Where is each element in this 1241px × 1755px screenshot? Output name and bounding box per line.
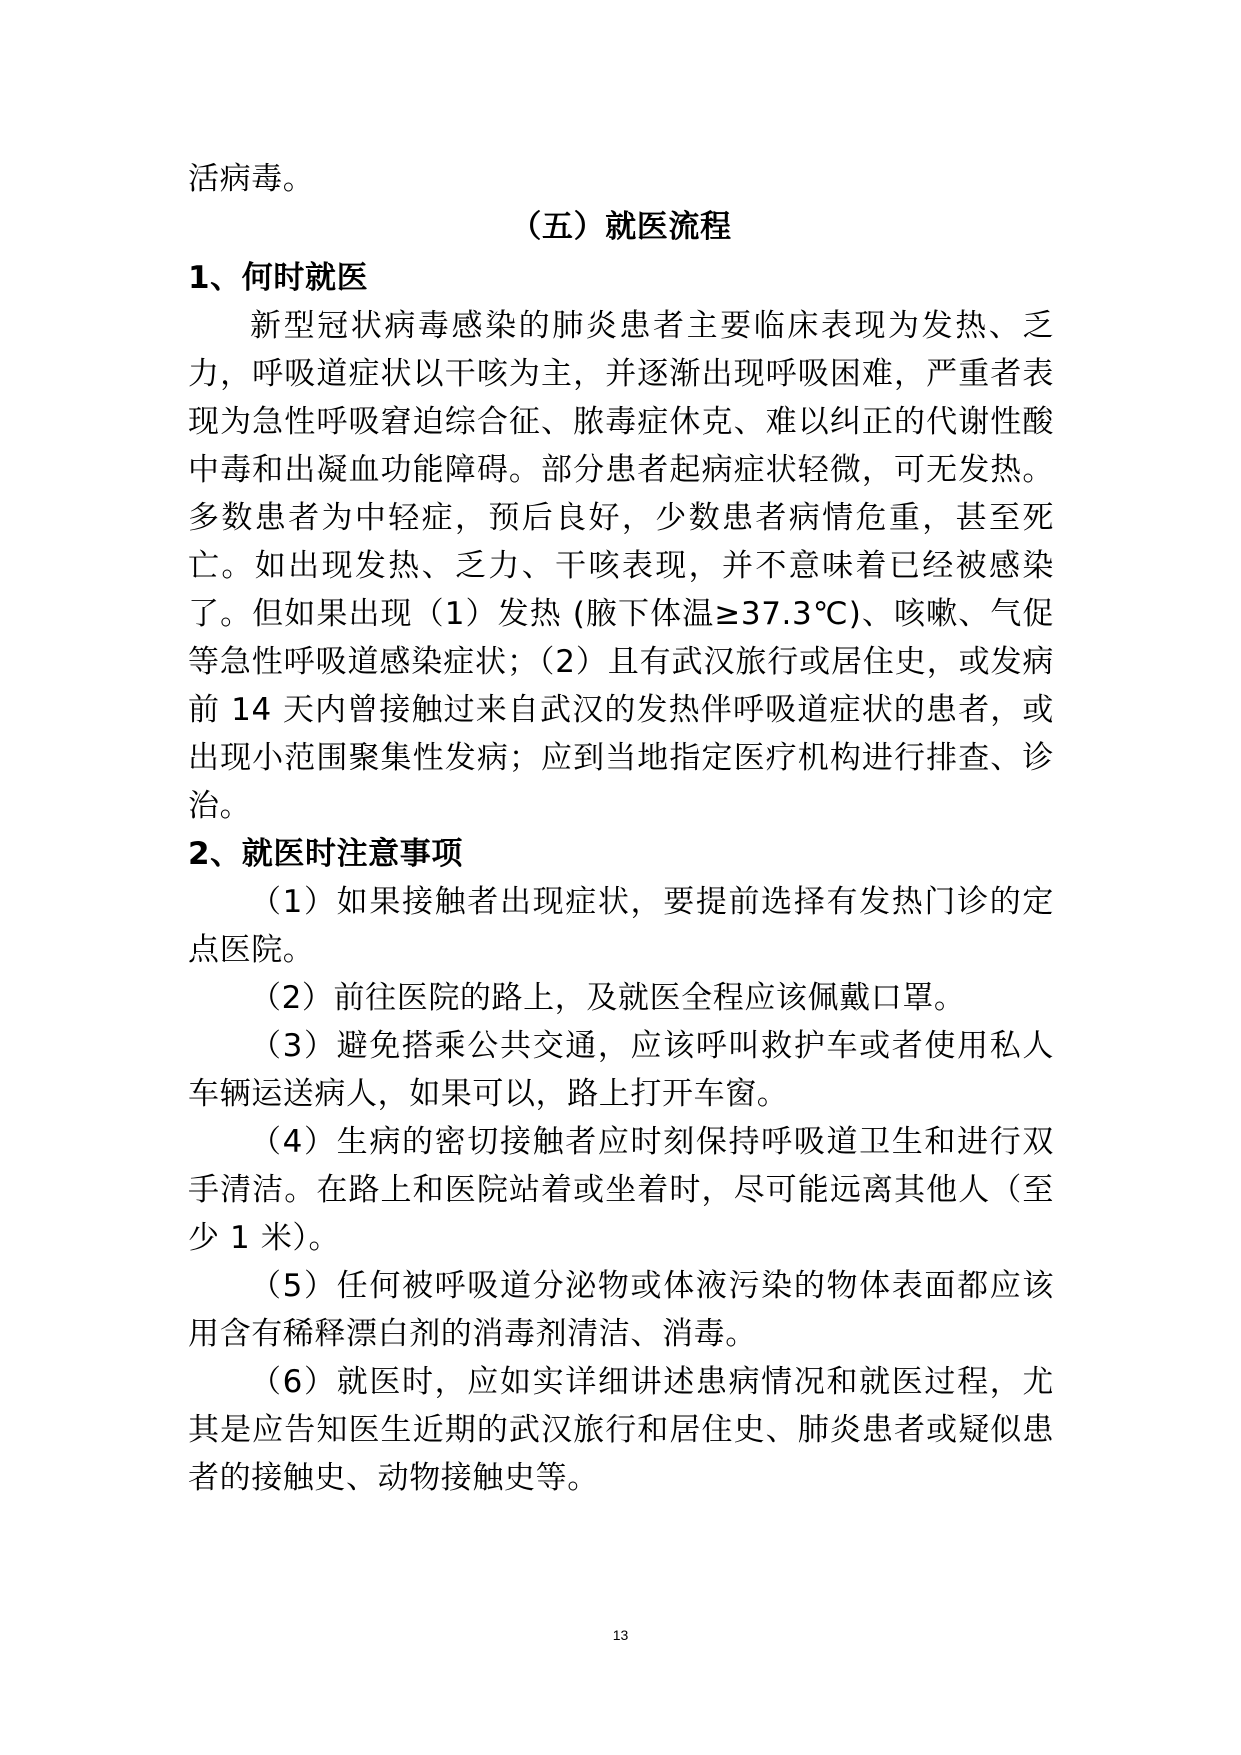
- note-item-4: （4）生病的密切接触者应时刻保持呼吸道卫生和进行双手清洁。在路上和医院站着或坐着时，尽可能远离其他人（至少 1 米）。: [188, 1124, 1054, 1256]
- page-number: 13: [612, 1627, 629, 1643]
- subsection-heading-when: 1、何时就医: [188, 260, 369, 296]
- when-body-paragraph: 新型冠状病毒感染的肺炎患者主要临床表现为发热、乏力，呼吸道症状以干咳为主，并逐渐出现呼吸困难，严重者表现为急性呼吸窘迫综合征、脓毒症休克、难以纠正的代谢性酸中毒和出凝血功能障碍。部分患者起病症状轻微，可无发热。多数患者为中轻症，预后良好，少数患者病情危重，甚至死亡。如出现发热、乏力、干咳表现，并不意味着已经被感染了。但如果出现（1）发热 (腋下体温≥37.3℃)、咳嗽、气促等急性呼吸道感染症状；（2）且有武汉旅行或居住史，或发病前 14 天内曾接触过来自武汉的发热伴呼吸道症状的患者，或出现小范围聚集性发病；应到当地指定医疗机构进行排查、诊治。: [188, 308, 1054, 824]
- note-item-5: （5）任何被呼吸道分泌物或体液污染的物体表面都应该用含有稀释漂白剂的消毒剂清洁、消毒。: [188, 1268, 1054, 1352]
- section-title: （五）就医流程: [510, 209, 732, 245]
- continued-text: 活病毒。: [188, 161, 315, 197]
- note-item-1: （1）如果接触者出现症状，要提前选择有发热门诊的定点医院。: [188, 884, 1054, 968]
- page-content: [188, 155, 1054, 1502]
- note-item-2: （2）前往医院的路上，及就医全程应该佩戴口罩。: [250, 980, 966, 1016]
- note-item-6: （6）就医时，应如实详细讲述患病情况和就医过程，尤其是应告知医生近期的武汉旅行和居住史、肺炎患者或疑似患者的接触史、动物接触史等。: [188, 1364, 1054, 1496]
- subsection-heading-notes: 2、就医时注意事项: [188, 836, 463, 872]
- note-item-3: （3）避免搭乘公共交通，应该呼叫救护车或者使用私人车辆运送病人，如果可以，路上打开车窗。: [188, 1028, 1054, 1112]
